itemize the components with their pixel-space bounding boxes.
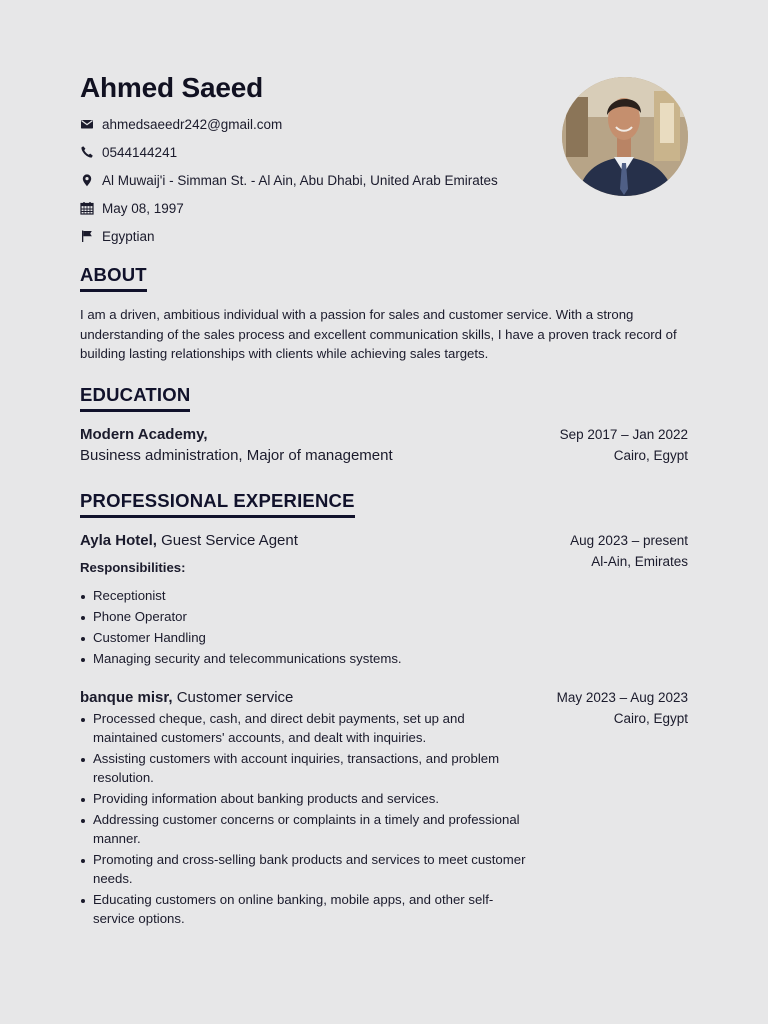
location-pin-icon	[80, 173, 94, 187]
list-item: Phone Operator	[80, 606, 530, 627]
education-location: Cairo, Egypt	[613, 448, 688, 463]
contact-list	[80, 110, 498, 250]
list-item: Providing information about banking products and services.	[80, 789, 530, 808]
responsibilities-list	[80, 585, 530, 669]
experience-title-line	[80, 530, 530, 551]
duties-list	[80, 709, 530, 928]
education-degree: Business administration, Major of management	[80, 447, 393, 464]
contact-phone-text: 0544144241	[102, 144, 178, 160]
education-heading: EDUCATION	[80, 384, 190, 412]
experience-entry-main	[80, 687, 530, 930]
education-school: Modern Academy,	[80, 426, 208, 443]
experience-role: Customer service	[176, 689, 294, 706]
education-entry-meta	[560, 424, 688, 466]
contact-birthdate	[80, 194, 498, 222]
profile-photo	[562, 77, 688, 196]
list-item: Educating customers on online banking, mobile apps, and other self-service options.	[80, 890, 530, 929]
experience-entry-meta	[557, 687, 688, 729]
experience-dates: Aug 2023 – present	[570, 533, 688, 548]
list-item: Managing security and telecommunications systems.	[80, 648, 530, 669]
education-entry-main	[80, 424, 530, 466]
list-item: Customer Handling	[80, 627, 530, 648]
list-item: Addressing customer concerns or complaints in a timely and professional manner.	[80, 810, 530, 849]
list-item: Assisting customers with account inquiries, transactions, and problem resolution.	[80, 749, 530, 788]
contact-address-text: Al Muwaij'i - Simman St. - Al Ain, Abu Dhabi, United Arab Emirates	[102, 172, 498, 188]
list-item: Receptionist	[80, 585, 530, 606]
experience-location: Cairo, Egypt	[613, 711, 688, 726]
experience-entry-meta	[570, 530, 688, 572]
contact-email-text: ahmedsaeedr242@gmail.com	[102, 116, 283, 132]
about-heading: ABOUT	[80, 264, 147, 292]
experience-role: Guest Service Agent	[161, 532, 298, 549]
contact-address	[80, 166, 498, 194]
list-item: Processed cheque, cash, and direct debit payments, set up and maintained customers' accounts, and dealt with inquiries.	[80, 709, 530, 748]
phone-icon	[80, 145, 94, 159]
contact-nationality-text: Egyptian	[102, 228, 155, 244]
experience-org: Ayla Hotel,	[80, 532, 157, 549]
flag-icon	[80, 229, 94, 243]
candidate-name: Ahmed Saeed	[80, 72, 263, 103]
contact-birthdate-text: May 08, 1997	[102, 200, 184, 216]
envelope-icon	[80, 117, 94, 131]
responsibilities-label: Responsibilities:	[80, 560, 186, 575]
contact-nationality	[80, 222, 498, 250]
experience-title-line	[80, 687, 530, 708]
experience-org: banque misr,	[80, 689, 173, 706]
calendar-icon	[80, 201, 94, 215]
about-text: I am a driven, ambitious individual with a passion for sales and customer service. With a strong understanding of the sales process and excellent communication skills, I have a proven track record of building lasting relationships with clients while achieving sales targets.	[80, 307, 677, 361]
contact-phone[interactable]	[80, 138, 498, 166]
experience-location: Al-Ain, Emirates	[591, 554, 688, 569]
experience-dates: May 2023 – Aug 2023	[556, 690, 688, 705]
experience-heading: PROFESSIONAL EXPERIENCE	[80, 490, 355, 518]
education-dates: Sep 2017 – Jan 2022	[559, 427, 688, 442]
list-item: Promoting and cross-selling bank products and services to meet customer needs.	[80, 850, 530, 889]
contact-email[interactable]	[80, 110, 498, 138]
experience-entry-main	[80, 530, 530, 669]
